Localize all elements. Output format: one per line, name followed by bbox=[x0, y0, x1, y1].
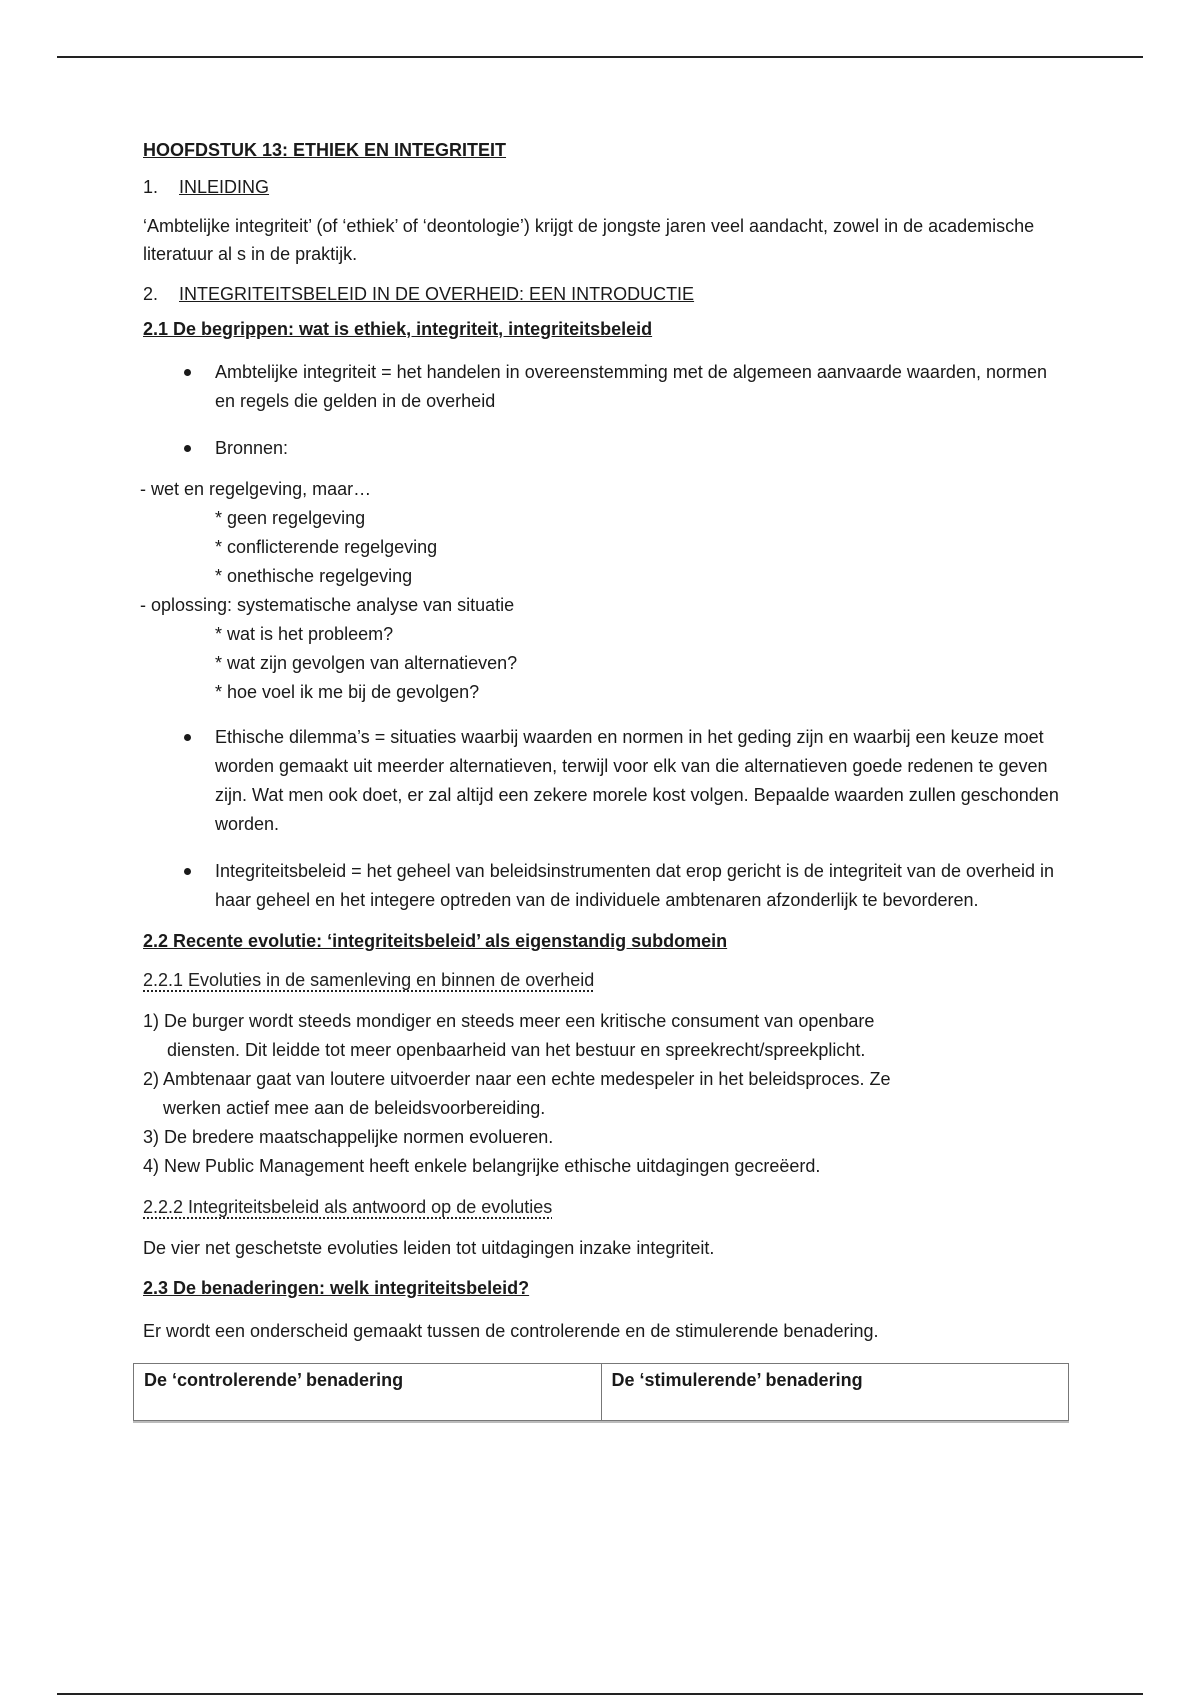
bullet-icon bbox=[184, 445, 191, 452]
header-rule bbox=[57, 56, 1143, 58]
sources-star-item: * hoe voel ik me bij de gevolgen? bbox=[215, 682, 480, 702]
subsection-2-2-1-title: 2.2.1 Evoluties in de samenleving en binnen de overheid bbox=[143, 970, 595, 990]
list-item: 1) De burger wordt steeds mondiger en steeds meer een kritische consument van openbare diensten. Dit leidde tot meer openbaarheid van het bestuur en spreekrecht/spreekplicht. bbox=[143, 1011, 875, 1060]
list-item: Ambtelijke integriteit = het handelen in overeenstemming met de algemeen aanvaarde waarden, normen en regels die gelden in de overheid bbox=[143, 358, 1063, 416]
evolutions-summary: De vier net geschetste evoluties leiden tot uitdagingen inzake integriteit. bbox=[143, 1238, 715, 1258]
table-header-stimulerende: De ‘stimulerende’ benadering bbox=[601, 1364, 1069, 1421]
sources-star-item: * geen regelgeving bbox=[215, 508, 366, 528]
sources-line: - oplossing: systematische analyse van situatie bbox=[140, 595, 515, 615]
subsection-2-1-title: 2.1 De begrippen: wat is ethiek, integriteit, integriteitsbeleid bbox=[143, 319, 653, 339]
section-2-heading bbox=[143, 284, 1063, 305]
sources-line: - wet en regelgeving, maar… bbox=[140, 479, 372, 499]
sources-star-item: * wat is het probleem? bbox=[215, 624, 394, 644]
list-item: 2) Ambtenaar gaat van loutere uitvoerder naar een echte medespeler in het beleidsproces. Ze werken actief mee aan de beleidsvoorbereiding. bbox=[143, 1069, 891, 1118]
approaches-table bbox=[133, 1363, 1069, 1421]
sources-star-item: * wat zijn gevolgen van alternatieven? bbox=[215, 653, 518, 673]
sources-block bbox=[140, 475, 1063, 707]
section-2-title: INTEGRITEITSBELEID IN DE OVERHEID: EEN INTRODUCTIE bbox=[179, 284, 695, 304]
bullet-icon bbox=[184, 734, 191, 741]
document-page bbox=[140, 140, 1063, 1421]
footer-rule bbox=[57, 1693, 1143, 1695]
table-row bbox=[134, 1364, 1069, 1421]
intro-paragraph: ‘Ambtelijke integriteit’ (of ‘ethiek’ of ‘deontologie’) krijgt de jongste jaren veel aandacht, zowel in de academische literatuur al s in de praktijk. bbox=[143, 216, 1035, 264]
bullet-icon bbox=[184, 868, 191, 875]
list-item: Integriteitsbeleid = het geheel van beleidsinstrumenten dat erop gericht is de integriteit van de overheid in haar geheel en het integere optreden van de individuele ambtenaren afzonderlijk te bevorderen. bbox=[143, 857, 1063, 915]
section-1-title: INLEIDING bbox=[179, 177, 270, 197]
subsection-2-2-2-title: 2.2.2 Integriteitsbeleid als antwoord op de evoluties bbox=[143, 1197, 553, 1217]
evolutions-list bbox=[143, 1007, 1063, 1181]
bullet-list-definitions bbox=[143, 358, 1063, 463]
subsection-2-3-title: 2.3 De benaderingen: welk integriteitsbeleid? bbox=[143, 1278, 530, 1298]
table-header-controlerende: De ‘controlerende’ benadering bbox=[134, 1364, 602, 1421]
subsection-2-2-title: 2.2 Recente evolutie: ‘integriteitsbeleid’ als eigenstandig subdomein bbox=[143, 931, 728, 951]
section-1-heading bbox=[143, 177, 1063, 198]
list-item: 4) New Public Management heeft enkele belangrijke ethische uitdagingen gecreëerd. bbox=[143, 1156, 821, 1176]
bullet-icon bbox=[184, 369, 191, 376]
section-1-number: 1. bbox=[143, 177, 159, 197]
list-item: Bronnen: bbox=[143, 434, 1063, 463]
bullet-list-concepts bbox=[143, 723, 1063, 915]
approaches-intro: Er wordt een onderscheid gemaakt tussen de controlerende en de stimulerende benadering. bbox=[143, 1321, 879, 1341]
list-item: Ethische dilemma’s = situaties waarbij waarden en normen in het geding zijn en waarbij een keuze moet worden gemaakt uit meerder alternatieven, terwijl voor elk van die alternatieven goede redenen te geven zijn. Wat men ook doet, er zal altijd een zekere morele kost volgen. Bepaalde waarden zullen geschonden worden. bbox=[143, 723, 1063, 839]
sources-star-item: * onethische regelgeving bbox=[215, 566, 413, 586]
chapter-title: HOOFDSTUK 13: ETHIEK EN INTEGRITEIT bbox=[143, 140, 507, 160]
list-item: 3) De bredere maatschappelijke normen evolueren. bbox=[143, 1127, 554, 1147]
section-2-number: 2. bbox=[143, 284, 159, 304]
sources-star-item: * conflicterende regelgeving bbox=[215, 537, 438, 557]
